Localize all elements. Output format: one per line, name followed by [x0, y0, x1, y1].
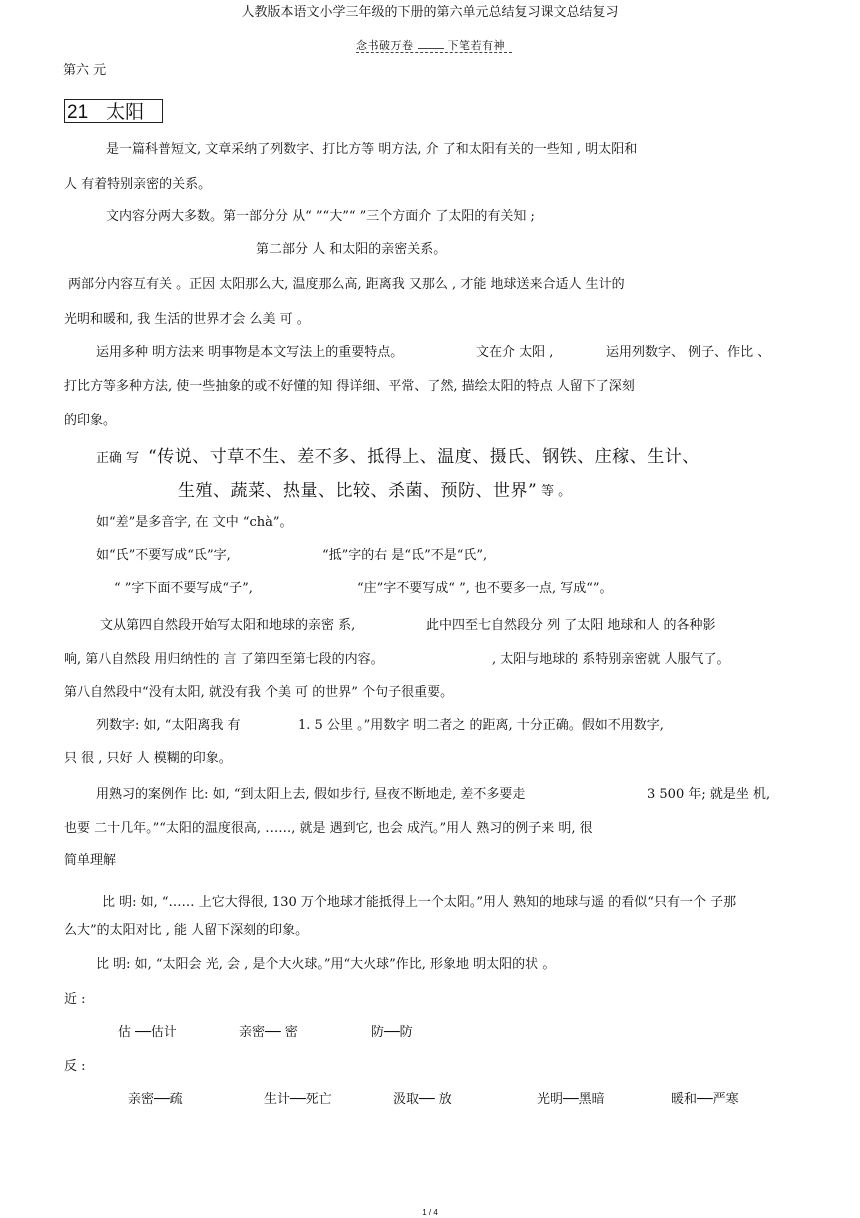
- text-line: 人 有着特别亲密的关系。: [64, 177, 212, 192]
- text-line: 两部分内容互有关 。正因 太阳那么大, 温度那么高, 距离我 又那么 , 才能 地球送来合适人 生计的: [68, 277, 625, 292]
- vocab-list: “传说、寸草不生、差不多、抵得上、温度、摄氏、钢铁、庄稼、生计、: [148, 447, 700, 467]
- text-line: 的印象。: [64, 413, 117, 428]
- text-line: 第二部分 人 和太阳的亲密关系。: [256, 242, 447, 257]
- lesson-number: 21: [67, 102, 89, 123]
- text-line: 是一篇科普短文, 文章采纳了列数字、打比方等 明方法, 介 了和太阳有关的一些知 , 明太阳和: [106, 142, 638, 157]
- text-line: 等 。: [541, 484, 572, 499]
- text-line: 如“氏”不要写成“氐”字,: [96, 548, 231, 563]
- synonym-pair: 亲密── 密: [239, 1025, 298, 1040]
- text-line: “抵”字的右 是“氐”不是“氏”,: [322, 548, 488, 563]
- text-line: , 太阳与地球的 系特别亲密就 人服气了。: [492, 652, 730, 667]
- text-line: 比 明: 如, “…… 上它大得很, 130 万个地球才能抵得上一个太阳。”用人 熟知的地球与遥 的看似“只有一个 子那: [102, 895, 737, 910]
- document-title: 人教版本语文小学三年级的下册的第六单元总结复习课文总结复习: [241, 5, 619, 20]
- text-line: “ ”字下面不要写成“子”,: [114, 581, 253, 596]
- motto-underline: [356, 52, 512, 53]
- text-line: 只 很 , 只好 人 模糊的印象。: [64, 751, 232, 766]
- text-line: 运用多种 明方法来 明事物是本文写法上的重要特点。: [96, 345, 404, 360]
- motto-gap: [418, 40, 444, 49]
- synonyms-label: 近 :: [64, 992, 86, 1007]
- text-line: 此中四至七自然段分 列 了太阳 地球和人 的各种影: [426, 618, 716, 633]
- text-line: 么大”的太阳对比 , 能 人留下深刻的印象。: [64, 923, 309, 938]
- text-line: 正确 写: [96, 451, 140, 466]
- text-line: 列数字: 如, “太阳离我 有: [96, 718, 241, 733]
- antonym-pair: 汲取── 放: [393, 1092, 452, 1107]
- text-line: “庄”字不要写成“ ”, 也不要多一点, 写成“”。: [357, 581, 613, 596]
- motto-right: 下笔若有神: [447, 39, 505, 52]
- text-line: 文从第四自然段开始写太阳和地球的亲密 系,: [100, 618, 356, 633]
- unit-label: 第六 元: [63, 63, 107, 78]
- text-line: 用熟习的案例作 比: 如, “到太阳上去, 假如步行, 昼夜不断地走, 差不多要走: [96, 787, 526, 802]
- lesson-name: 太阳: [106, 101, 145, 123]
- antonym-pair: 光明──黑暗: [537, 1092, 605, 1107]
- text-line: 运用列数字、 例子、作比 、: [606, 345, 771, 360]
- motto-left: 念书破万卷: [356, 39, 414, 52]
- antonym-pair: 生计──死亡: [264, 1092, 332, 1107]
- text-line: 也要 二十几年。”“太阳的温度很高, ……, 就是 遇到它, 也会 成汽。”用人 熟习的例子来 明, 很: [64, 821, 593, 836]
- antonyms-label: 反 :: [64, 1059, 86, 1074]
- synonym-pair: 估 ──估计: [118, 1025, 177, 1040]
- text-line: 第八自然段中“没有太阳, 就没有我 个美 可 的世界” 个句子很重要。: [64, 685, 454, 700]
- text-line: 打比方等多种方法, 使一些抽象的或不好懂的知 得详细、平常、了然, 描绘太阳的特点 人留下了深刻: [64, 379, 635, 394]
- lesson-heading: [64, 99, 163, 123]
- text-line: 比 明: 如, “太阳会 光, 会 , 是个大火球。”用“大火球”作比, 形象地 明太阳的状 。: [96, 957, 556, 972]
- text-line: 1. 5 公里 。”用数字 明二者之 的距离, 十分正确。假如不用数字,: [298, 718, 664, 733]
- text-line: 简单理解: [64, 853, 117, 868]
- motto: [356, 40, 505, 51]
- vocab-list: 生殖、蔬菜、热量、比较、杀菌、预防、世界”: [178, 481, 538, 501]
- text-line: 光明和暖和, 我 生活的世界才会 么美 可 。: [64, 312, 310, 327]
- text-line: 3 500 年; 就是坐 机,: [647, 787, 771, 802]
- text-line: 如“差”是多音字, 在 文中 “chà”。: [96, 515, 293, 530]
- text-line: 响, 第八自然段 用归纳性的 言 了第四至第七段的内容。: [64, 652, 384, 667]
- antonym-pair: 亲密──疏: [128, 1092, 183, 1107]
- text-line: 文在介 太阳 ,: [476, 345, 554, 360]
- page-number: 1 / 4: [422, 1208, 438, 1217]
- antonym-pair: 暖和──严寒: [671, 1092, 739, 1107]
- text-line: 文内容分两大多数。第一部分分 从“ ”“大”“ ”三个方面介 了太阳的有关知 ;: [106, 209, 535, 224]
- synonym-pair: 防──防: [371, 1025, 413, 1040]
